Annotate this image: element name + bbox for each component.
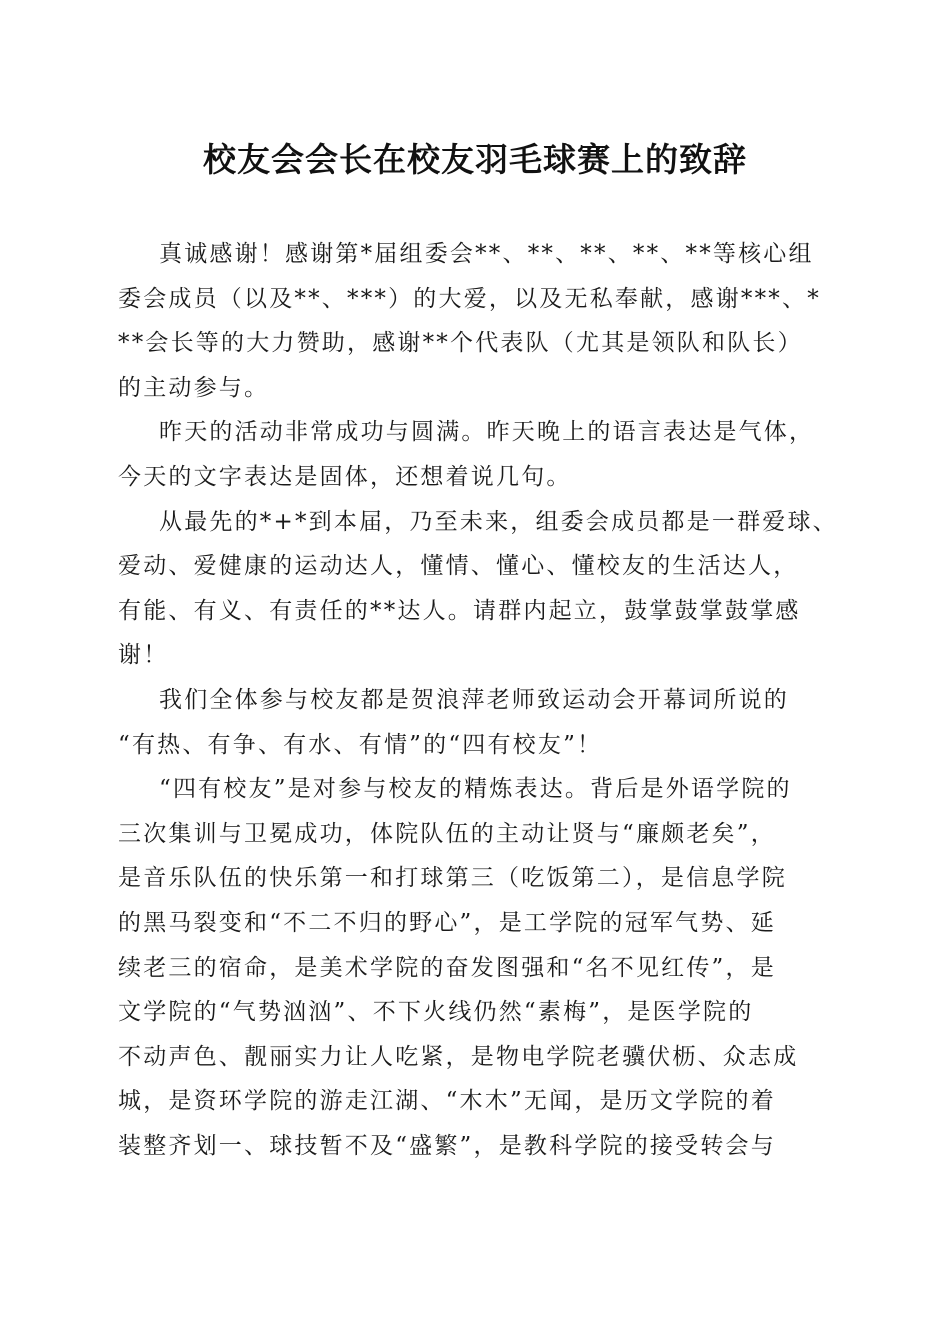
paragraph-line: “四有校友”是对参与校友的精炼表达。背后是外语学院的 (159, 776, 792, 803)
paragraph-line: 从最先的*+*到本届，乃至未来，组委会成员都是一群爱球、 (159, 508, 838, 535)
paragraph (118, 410, 834, 499)
paragraph-line: 续老三的宿命，是美术学院的奋发图强和“名不见红传”，是 (118, 954, 776, 981)
paragraph-line: 真诚感谢！感谢第*届组委会**、**、**、**、**等核心组 (159, 241, 814, 267)
paragraph-line: 城，是资环学院的游走江湖、“木木”无闻，是历文学院的着 (118, 1088, 776, 1115)
paragraph-line: 谢！ (118, 642, 169, 669)
paragraph-line: 委会成员（以及**、***）的大爱，以及无私奉献，感谢***、* (118, 285, 821, 312)
paragraph-line: 有能、有义、有责任的**达人。请群内起立，鼓掌鼓掌鼓掌感 (118, 597, 801, 624)
paragraph (118, 500, 838, 678)
paragraph-line: 装整齐划一、球技暂不及“盛繁”，是教科学院的接受转会与 (118, 1132, 776, 1159)
paragraph-line: 是音乐队伍的快乐第一和打球第三（吃饭第二），是信息学院 (118, 865, 787, 892)
document-body (118, 232, 838, 1168)
paragraph-line: 我们全体参与校友都是贺浪萍老师致运动会开幕词所说的 (159, 686, 789, 713)
paragraph-line: 今天的文字表达是固体，还想着说几句。 (118, 463, 572, 490)
paragraph-line: 爱动、爱健康的运动达人，懂情、懂心、懂校友的生活达人， (118, 553, 799, 580)
paragraph-line: **会长等的大力赞助，感谢**个代表队（尤其是领队和队长） (118, 330, 803, 357)
paragraph-line: “有热、有争、有水、有情”的“四有校友”！ (118, 731, 603, 758)
paragraph-line: 的主动参与。 (118, 374, 270, 401)
paragraph-line: 的黑马裂变和“不二不归的野心”，是工学院的冠军气势、延 (118, 909, 776, 936)
paragraph-line: 三次集训与卫冕成功，体院队伍的主动让贤与“廉颇老矣”， (118, 820, 776, 847)
paragraph (118, 678, 834, 767)
paragraph-line: 昨天的活动非常成功与圆满。昨天晚上的语言表达是气体， (159, 419, 815, 446)
document-title: 校友会会长在校友羽毛球赛上的致辞 (203, 140, 747, 179)
paragraph (118, 232, 834, 410)
paragraph-line: 不动声色、靓丽实力让人吃紧，是物电学院老骥伏枥、众志成 (118, 1043, 799, 1070)
paragraph-line: 文学院的“气势汹汹”、不下火线仍然“素梅”，是医学院的 (118, 999, 754, 1026)
paragraph (118, 767, 834, 1168)
